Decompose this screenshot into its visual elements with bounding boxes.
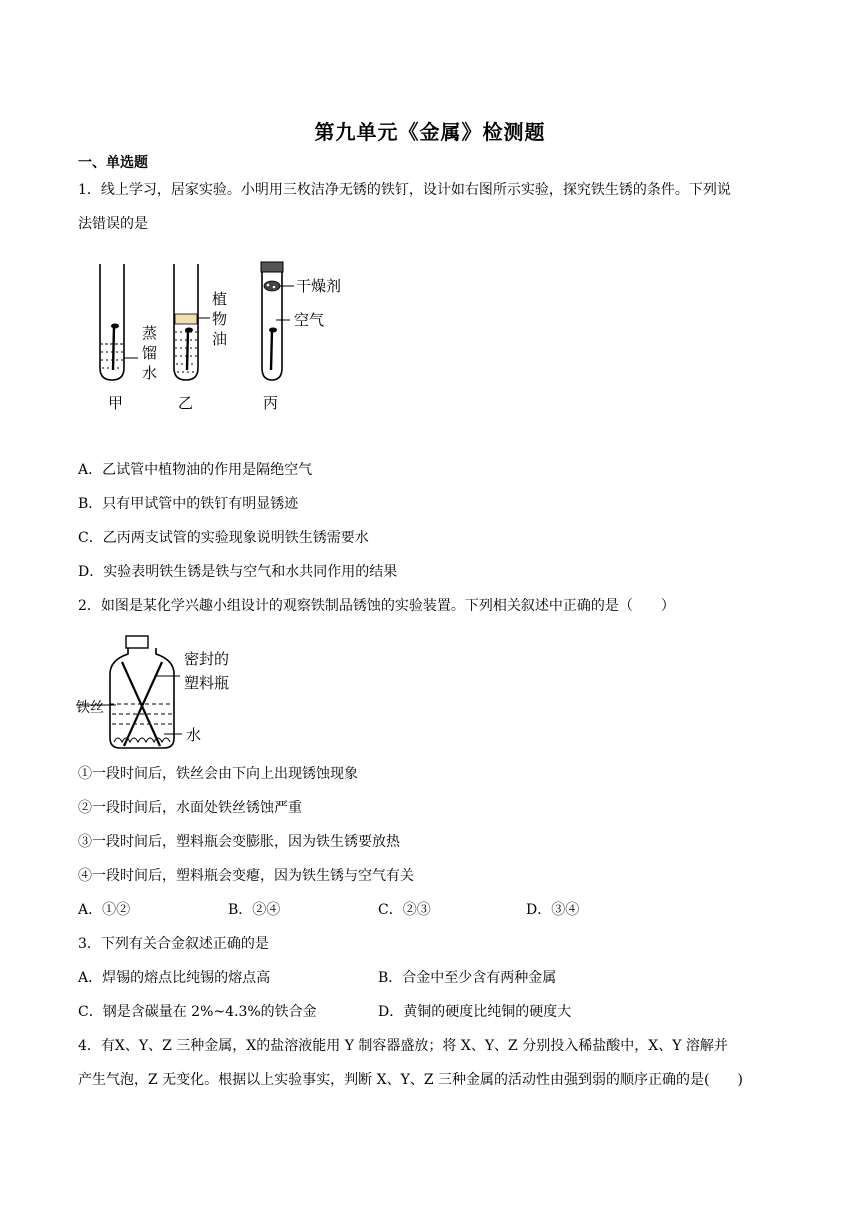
wire-label: 铁丝 bbox=[76, 700, 104, 716]
q2-statement-1: ①一段时间后，铁丝会由下向上出现锈蚀现象 bbox=[78, 766, 358, 782]
q2-option-c: C．②③ bbox=[378, 902, 431, 918]
tube-c-label: 丙 bbox=[263, 394, 279, 412]
q2-option-d: D．③④ bbox=[526, 902, 580, 918]
q3-option-b: B．合金中至少含有两种金属 bbox=[378, 970, 557, 986]
q1-option-a: A．乙试管中植物油的作用是隔绝空气 bbox=[78, 462, 313, 478]
oil-label-2: 物 bbox=[212, 310, 228, 328]
q1-stem-line1: 1．线上学习，居家实验。小明用三枚洁净无锈的铁钉，设计如右图所示实验，探究铁生锈的条件。下列说 bbox=[78, 182, 731, 198]
air-label: 空气 bbox=[294, 311, 325, 329]
q3-option-d: D．黄铜的硬度比纯铜的硬度大 bbox=[378, 1004, 572, 1020]
desiccant-label: 干燥剂 bbox=[296, 277, 342, 295]
water-label-1: 蒸 bbox=[142, 324, 158, 342]
q1-stem-line2: 法错误的是 bbox=[78, 216, 148, 232]
q1-option-b: B．只有甲试管中的铁钉有明显锈迹 bbox=[78, 496, 299, 512]
q1-option-d: D．实验表明铁生锈是铁与空气和水共同作用的结果 bbox=[78, 564, 398, 580]
q2-bottle-figure bbox=[76, 632, 256, 754]
q2-option-a: A．①② bbox=[78, 902, 131, 918]
q2-statement-3: ③一段时间后，塑料瓶会变膨胀，因为铁生锈要放热 bbox=[78, 834, 400, 850]
q2-statement-4: ④一段时间后，塑料瓶会变瘪，因为铁生锈与空气有关 bbox=[78, 868, 414, 884]
q2-statement-2: ②一段时间后，水面处铁丝锈蚀严重 bbox=[78, 800, 302, 816]
bottle-label-1: 密封的 bbox=[184, 650, 230, 668]
section-heading: 一、单选题 bbox=[78, 155, 148, 171]
oil-label-1: 植 bbox=[212, 290, 228, 308]
tube-b-label: 乙 bbox=[178, 394, 194, 412]
water-label-2: 馏 bbox=[142, 344, 158, 362]
q1-option-c: C．乙丙两支试管的实验现象说明铁生锈需要水 bbox=[78, 530, 369, 546]
oil-label-3: 油 bbox=[212, 330, 228, 348]
page-title: 第九单元《金属》检测题 bbox=[314, 120, 546, 144]
q1-test-tube-figure bbox=[90, 258, 370, 416]
sealed-bottle bbox=[76, 636, 182, 748]
bottle-label-2: 塑料瓶 bbox=[184, 674, 230, 692]
tube-a-label: 甲 bbox=[108, 394, 124, 412]
tube-a bbox=[100, 264, 138, 380]
q3-option-c: C．钢是含碳量在 2%~4.3%的铁合金 bbox=[78, 1004, 317, 1020]
water-label-3: 水 bbox=[142, 364, 158, 382]
q3-stem: 3．下列有关合金叙述正确的是 bbox=[78, 936, 269, 952]
q2-option-b: B．②④ bbox=[228, 902, 281, 918]
q4-stem-line1: 4．有X、Y、Z 三种金属，X的盐溶液能用 Y 制容器盛放；将 X、Y、Z 分别投入稀盐酸中，X、Y 溶解并 bbox=[78, 1038, 728, 1054]
q4-stem-line2: 产生气泡，Z 无变化。根据以上实验事实，判断 X、Y、Z 三种金属的活动性由强到弱的顺序正确的是( ) bbox=[78, 1072, 743, 1088]
water-label: 水 bbox=[186, 726, 202, 744]
q3-option-a: A．焊锡的熔点比纯锡的熔点高 bbox=[78, 970, 271, 986]
q2-stem: 2．如图是某化学兴趣小组设计的观察铁制品锈蚀的实验装置。下列相关叙述中正确的是（ ） bbox=[78, 598, 675, 614]
tube-c bbox=[261, 262, 294, 380]
tube-b bbox=[174, 264, 210, 380]
